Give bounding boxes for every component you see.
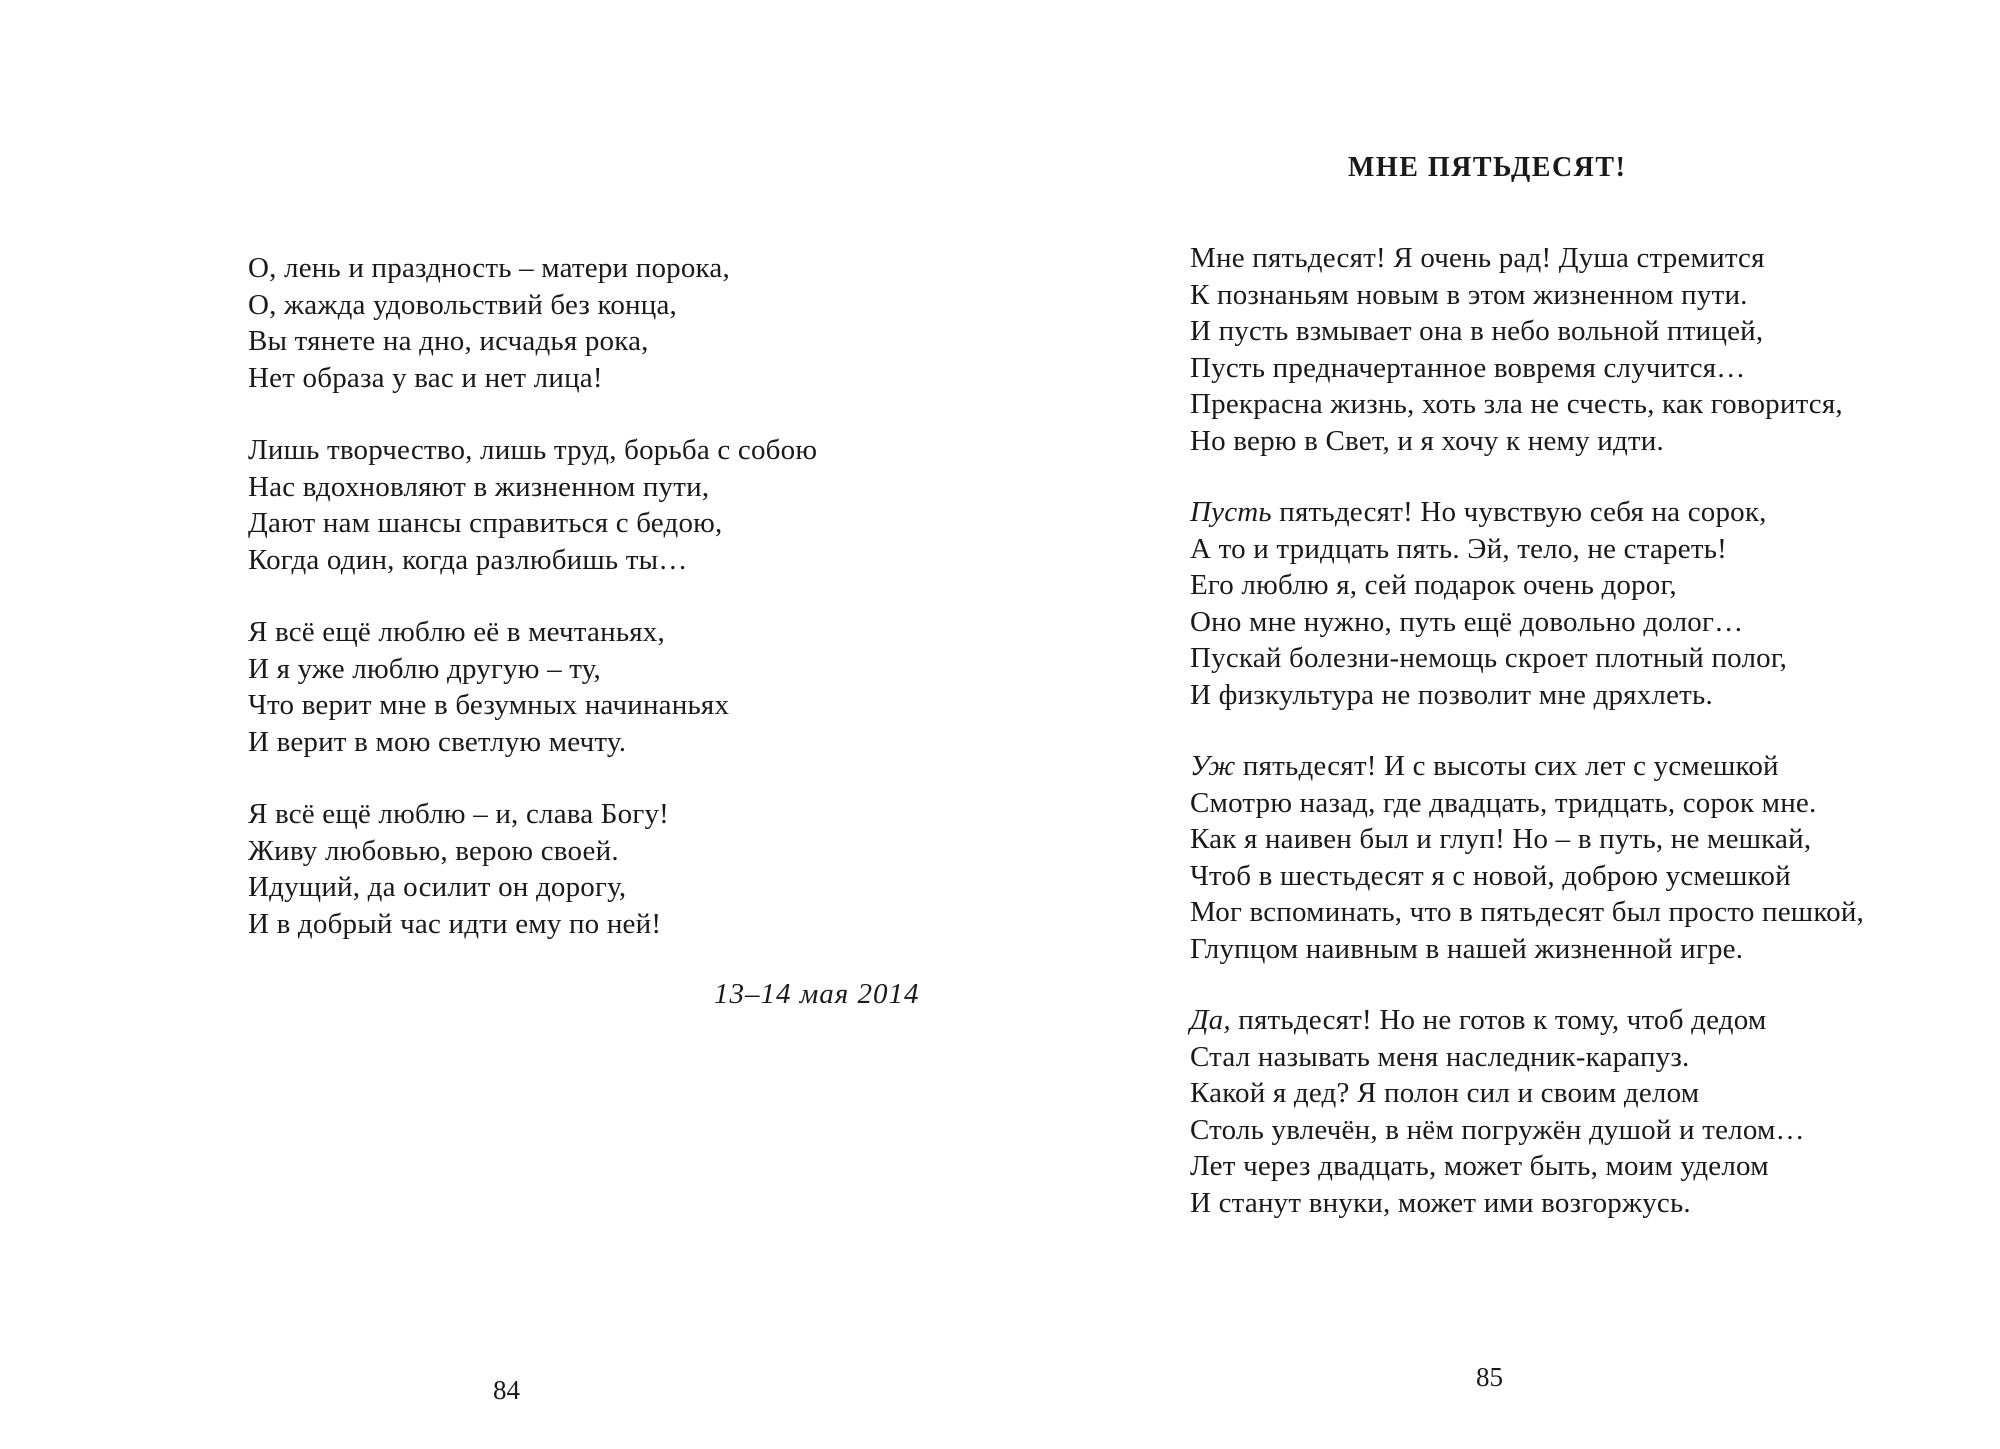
page-number-left: 84 xyxy=(493,1375,520,1405)
stanza-lead-word: Да, xyxy=(1190,1004,1231,1036)
stanza-lead-word: Пусть xyxy=(1190,496,1272,528)
poem-line: И верит в мою светлую мечту. xyxy=(248,725,627,758)
poem-line: Но верю в Свет, и я хочу к нему идти. xyxy=(1190,424,1664,457)
poem-line: Нет образа у вас и нет лица! xyxy=(248,361,603,394)
stanza-lead-word: Уж xyxy=(1190,750,1236,782)
right-stanza-1 xyxy=(1190,240,1864,459)
poem-line: Его люблю я, сей подарок очень дорог, xyxy=(1190,569,1677,601)
poem-line: О, лень и праздность – матери порока, xyxy=(248,252,730,284)
poem-line: Живу любовью, верою своей. xyxy=(248,834,619,867)
poem-line: Вы тянете на дно, исчадья рока, xyxy=(248,325,649,357)
poem-line xyxy=(1190,240,1864,277)
poem-line: Лишь творчество, лишь труд, борьба с собою xyxy=(248,434,818,466)
poem-line: Стал называть меня наследник-карапуз. xyxy=(1190,1040,1690,1073)
poem-line: И я уже люблю другую – ту, xyxy=(248,652,602,685)
poem-line: Прекрасна жизнь, хоть зла не счесть, как говорится, xyxy=(1190,388,1843,420)
left-poem xyxy=(248,250,817,942)
poem-line: Пусть предначертанное вовремя случится… xyxy=(1190,351,1746,384)
poem-line: Когда один, когда разлюбишь ты… xyxy=(248,543,688,576)
poem-line: Оно мне нужно, путь ещё довольно долог… xyxy=(1190,605,1744,638)
poem-line xyxy=(1190,748,1864,785)
poem-line: И станут внуки, может ими возгоржусь. xyxy=(1190,1186,1691,1219)
poem-line: К познаньям новым в этом жизненном пути. xyxy=(1190,278,1748,311)
poem-line: И пусть взмывает она в небо вольной птицей, xyxy=(1190,315,1764,347)
poem-line: Мог вспоминать, что в пятьдесят был просто пешкой, xyxy=(1190,896,1865,928)
poem-line: Нас вдохновляют в жизненном пути, xyxy=(248,470,710,503)
poem-date: 13–14 мая 2014 xyxy=(714,978,920,1010)
stanza-first-line: пятьдесят! Но не готов к тому, чтоб дедом xyxy=(1230,1004,1767,1036)
poem-title-text: МНЕ ПЯТЬДЕСЯТ! xyxy=(1348,152,1627,183)
left-stanza-2 xyxy=(248,432,817,578)
stanza-first-line: пятьдесят! И с высоты сих лет с усмешкой xyxy=(1235,750,1779,782)
poem-line: О, жажда удовольствий без конца, xyxy=(248,288,678,321)
poem-line: И в добрый час идти ему по ней! xyxy=(248,907,662,940)
right-stanza-2 xyxy=(1190,494,1864,713)
poem-line: Я всё ещё люблю – и, слава Богу! xyxy=(248,798,670,830)
right-poem xyxy=(1190,240,1864,1221)
poem-line: Глупцом наивным в нашей жизненной игре. xyxy=(1190,932,1744,965)
stanza-first-line: Мне пятьдесят! Я очень рад! Душа стремится xyxy=(1190,242,1765,274)
poem-line: Идущий, да осилит он дорогу, xyxy=(248,871,627,903)
page-number-right: 85 xyxy=(1476,1362,1503,1392)
right-stanza-3 xyxy=(1190,748,1864,967)
poem-line xyxy=(1190,1002,1864,1039)
poem-line: Пускай болезни-немощь скроет плотный полог, xyxy=(1190,642,1788,674)
poem-line: Дают нам шансы справиться с бедою, xyxy=(248,507,723,539)
left-stanza-1 xyxy=(248,250,817,396)
poem-line: Что верит мне в безумных начинаньях xyxy=(248,689,730,721)
poem-line: Лет через двадцать, может быть, моим уделом xyxy=(1190,1150,1769,1182)
poem-line: Я всё ещё люблю её в мечтаньях, xyxy=(248,616,665,648)
poem-line xyxy=(1190,494,1864,531)
left-stanza-4 xyxy=(248,796,817,942)
poem-line: Как я наивен был и глуп! Но – в путь, не мешкай, xyxy=(1190,823,1812,855)
poem-line: И физкультура не позволит мне дряхлеть. xyxy=(1190,678,1713,711)
poem-line: А то и тридцать пять. Эй, тело, не стареть! xyxy=(1190,532,1727,565)
poem-line: Смотрю назад, где двадцать, тридцать, сорок мне. xyxy=(1190,786,1817,819)
poem-line: Какой я дед? Я полон сил и своим делом xyxy=(1190,1077,1700,1109)
right-page xyxy=(1000,0,2000,1449)
left-stanza-3 xyxy=(248,614,817,760)
poem-line: Чтоб в шестьдесят я с новой, доброю усмешкой xyxy=(1190,859,1791,892)
poem-line: Столь увлечён, в нём погружён душой и телом… xyxy=(1190,1113,1805,1146)
stanza-first-line: пятьдесят! Но чувствую себя на сорок, xyxy=(1271,496,1767,528)
right-stanza-4 xyxy=(1190,1002,1864,1221)
